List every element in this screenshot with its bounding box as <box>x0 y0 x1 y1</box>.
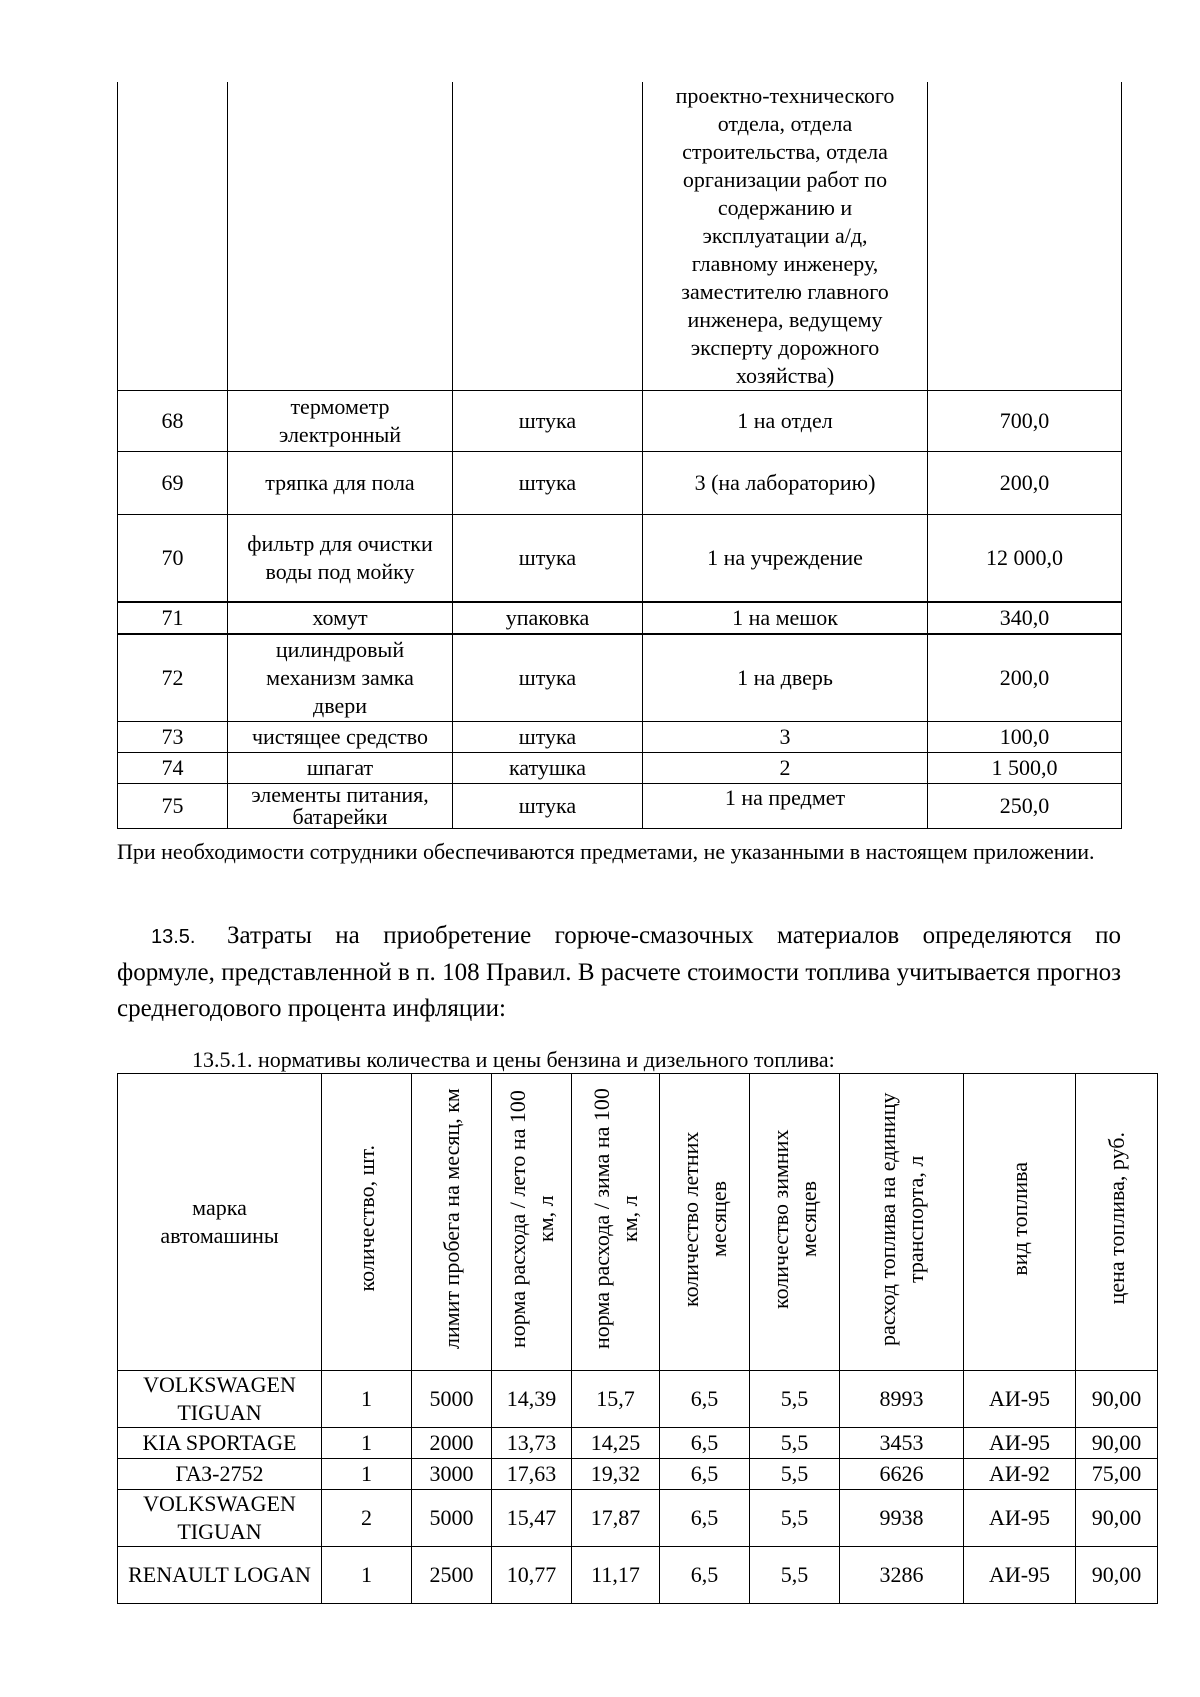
header-winter: норма расхода / зима на 100 км, л <box>588 1088 642 1349</box>
table-row: VOLKSWAGEN TIGUAN 2 5000 15,47 17,87 6,5 5,5 9938 АИ-95 90,00 <box>118 1490 1158 1547</box>
table-row: ГАЗ-2752 1 3000 17,63 19,32 6,5 5,5 6626 АИ-92 75,00 <box>118 1459 1158 1490</box>
table-row: 68 термометр электронный штука 1 на отдел 700,0 <box>118 391 1122 452</box>
table-row: 74 шпагат катушка 2 1 500,0 <box>118 753 1122 784</box>
header-winter-months: количество зимних месяцев <box>767 1128 821 1309</box>
header-price: цена топлива, руб. <box>1103 1132 1129 1305</box>
header-limit: лимит пробега на месяц, км <box>438 1088 464 1349</box>
table-row: RENAULT LOGAN 1 2500 10,77 11,17 6,5 5,5 3286 АИ-95 90,00 <box>118 1547 1158 1604</box>
header-qty: количество, шт. <box>353 1145 379 1292</box>
header-consumption: расход топлива на единицу транспорта, л <box>874 1091 928 1346</box>
table-row: 70 фильтр для очистки воды под мойку штука 1 на учреждение 12 000,0 <box>118 515 1122 603</box>
supplies-table <box>117 82 1122 829</box>
table-row: 71 хомут упаковка 1 на мешок 340,0 <box>118 602 1122 634</box>
table-row: KIA SPORTAGE 1 2000 13,73 14,25 6,5 5,5 3453 АИ-95 90,00 <box>118 1428 1158 1459</box>
subsection-heading: 13.5.1. нормативы количества и цены бензина и дизельного топлива: <box>192 1047 835 1072</box>
table-row-continued <box>118 82 1122 391</box>
table-row: 73 чистящее средство штука 3 100,0 <box>118 722 1122 753</box>
header-row <box>118 1074 1158 1371</box>
continued-cell: проектно-технического отдела, отдела строительства, отдела организации работ по содержанию и эксплуатации а/д, главному инженеру, заместителю главного инженера, ведущему эксперту дорожного хозяйства) <box>643 82 928 391</box>
header-brand: марка автомашины <box>118 1074 322 1371</box>
table-row: 72 цилиндровый механизм замка двери штука 1 на дверь 200,0 <box>118 634 1122 722</box>
header-summer-months: количество летних месяцев <box>677 1130 731 1307</box>
note-text: При необходимости сотрудники обеспечиваются предметами, не указанными в настоящем приложении. <box>117 839 1095 864</box>
table-row: 69 тряпка для пола штука 3 (на лабораторию) 200,0 <box>118 452 1122 515</box>
fuel-table <box>117 1073 1158 1604</box>
section-paragraph <box>117 918 1121 1027</box>
table-row: VOLKSWAGEN TIGUAN 1 5000 14,39 15,7 6,5 5,5 8993 АИ-95 90,00 <box>118 1371 1158 1428</box>
header-summer: норма расхода / лето на 100 км, л <box>504 1089 558 1348</box>
header-fuel: вид топлива <box>1006 1161 1032 1276</box>
table-row: 75 элементы питания, батарейки штука 1 на предмет 250,0 <box>118 784 1122 829</box>
section-number: 13.5. <box>151 926 196 948</box>
section-text: Затраты на приобретение горюче-смазочных материалов определяются по формуле, представленной в п. 108 Правил. В расчете стоимости топлива учитывается прогноз среднегодового процента инфляции: <box>117 922 1121 1022</box>
